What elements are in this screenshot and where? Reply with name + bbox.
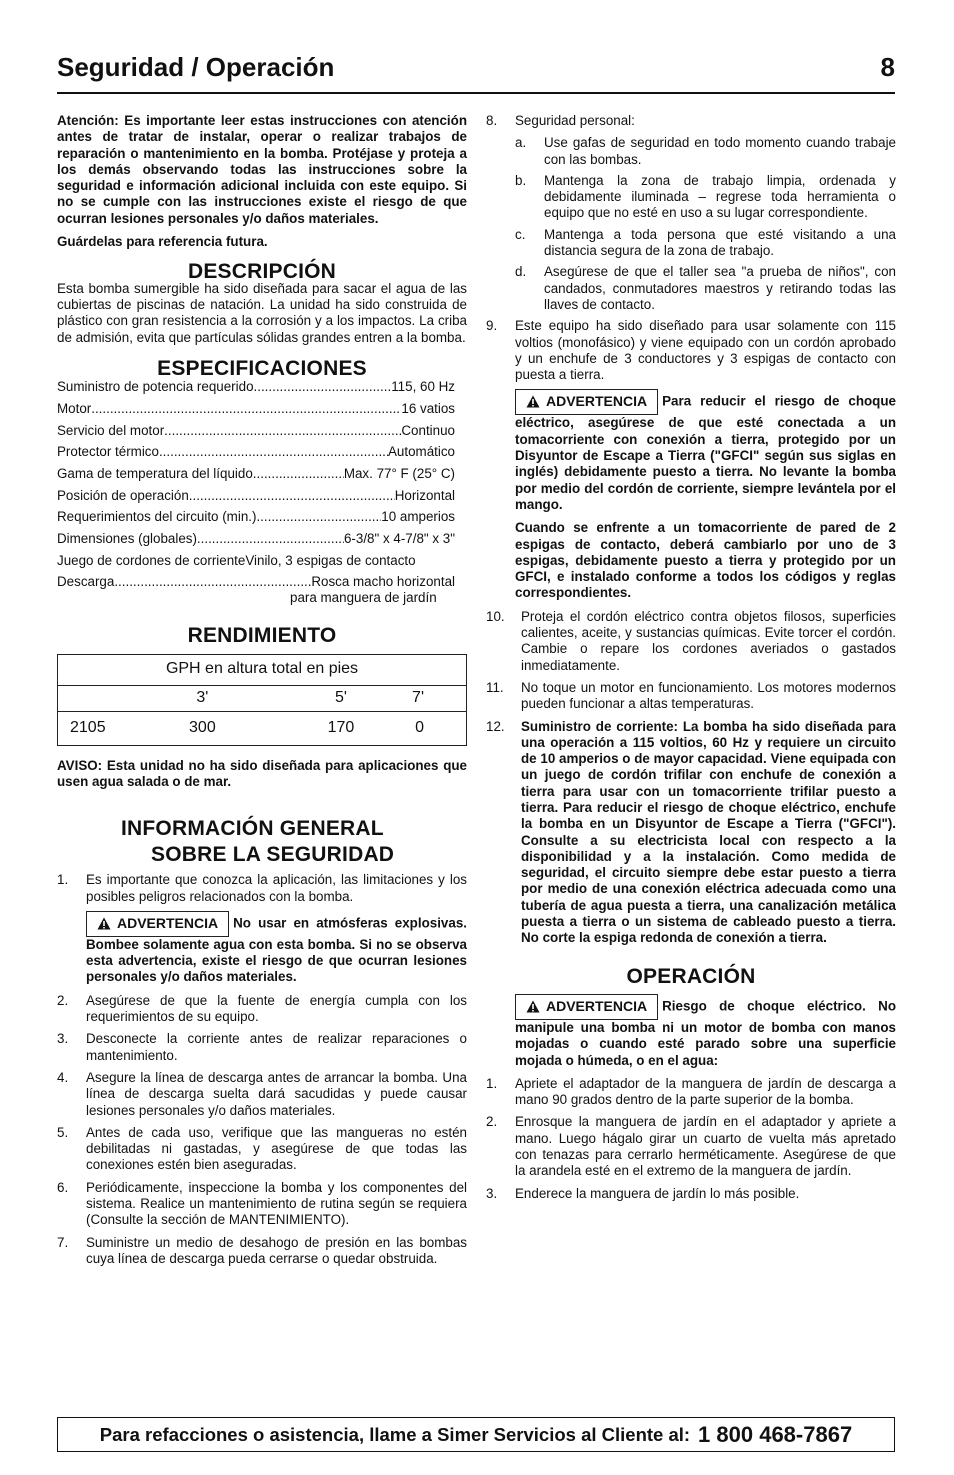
height-header: 7' [411,685,466,711]
footer-banner [57,1417,895,1452]
gph-cell: 0 [411,711,466,745]
height-header: 5' [334,688,347,706]
operacion-heading: OPERACIÓN [626,964,756,988]
keep-instructions: Guárdelas para referencia futura. [57,234,268,250]
list-item: 8. Seguridad personal: [486,113,635,128]
list-item: 9. Este equipo ha sido diseñado para usar solamente con 115 voltios (monofásico) y viene equipado con un cordón aprobado y un enchufe de 3 conductores y 3 espigas de contacto con puesta a tierra. [486,318,896,383]
left-column [57,113,467,1273]
warning-badge: ADVERTENCIA [515,389,658,415]
seguridad-heading: INFORMACIÓN GENERAL SOBRE LA SEGURIDAD [121,817,395,867]
warning-triangle-icon [526,395,540,408]
right-column [486,113,896,1208]
sub-list-item: d. Asegúrese de que el taller sea "a prueba de niños", con candados, conmutadores maestros y retirando todas las llaves de contacto. [515,264,896,312]
spec-list [57,379,455,606]
list-item: 2. Asegúrese de que la fuente de energía cumpla con los requerimientos de su equipo. [57,992,467,1025]
list-item: 10. Proteja el cordón eléctrico contra objetos filosos, superficies calientes, aceite, y sustancias químicas. Evite torcer el cordón. Cambie o repare los cordones averiados o gastados inmediatamente. [486,608,896,673]
list-item: 7. Suministre un medio de desahogo de presión en las bombas cuya línea de descarga pueda cerrarse o quedar obstruida. [57,1234,467,1266]
page-header [57,52,895,94]
footer-phone: 1 800 468-7867 [698,1421,853,1447]
warning-gfci: ADVERTENCIA Para reducir el riesgo de choque eléctrico, asegúrese de que esté conectada a un tomacorriente con conexión a tierra, protegido por un Disyuntor de Escape a Tierra ("GFCI" según sus siglas en inglés) debidamente puesto a tierra. No levante la bomba por medio del cordón de corriente, siempre levántela por el mango. [486,389,896,513]
sub-list-item: b. Mantenga la zona de trabajo limpia, ordenada y debidamente iluminada – regrese toda herramienta o equipo que no esté en uso a su lugar correspondiente. [515,172,896,221]
spec-cord-row: Juego de cordones de corrienteVinilo, 3 espigas de contacto [57,552,416,568]
list-item: 3. Enderece la manguera de jardín lo más posible. [486,1185,800,1201]
sub-list-item: a. Use gafas de seguridad en todo momento cuando trabaje con las bombas. [515,135,896,167]
list-item: 2. Enrosque la manguera de jardín en el adaptador y apriete a mano. Luego hágalo girar un cuarto de vuelta más apretado con tenazas para cerrarlo herméticamente. Asegúrese de que la arandela esté en el extremo de la manguera de jardín. [486,1114,896,1179]
spec-row: Protector térmico ..... Automático [57,444,455,460]
rendimiento-heading: RENDIMIENTO [187,624,337,648]
height-header: 3' [196,688,209,706]
descripcion-heading: DESCRIPCIÓN [187,260,337,284]
gph-cell: 170 [232,711,411,745]
list-item: 3. Desconecte la corriente antes de realizar reparaciones o mantenimiento. [57,1031,467,1063]
page-title: Seguridad / Operación [57,52,335,82]
list-item: 1. Es importante que conozca la aplicación, las limitaciones y los posibles peligros relacionados con la bomba. [57,872,467,904]
table-row [58,685,467,711]
performance-table-header: GPH en altura total en pies [58,654,467,685]
warning-badge: ADVERTENCIA [515,994,658,1020]
page-number: 8 [880,52,895,82]
spec-discharge-row-2: para manguera de jardín [290,590,437,606]
model-cell: 2105 [58,711,173,745]
warning-explosive: ADVERTENCIA No usar en atmósferas explosivas. Bombee solamente agua con esta bomba. Si no se observa esta advertencia, existe el riesgo de que ocurran lesiones personales y/o daños materiales. [57,911,467,986]
spec-row: Suministro de potencia requerido ..... 115, 60 Hz [57,379,455,395]
especificaciones-heading: ESPECIFICACIONES [157,356,367,380]
attention-paragraph: Atención: Es importante leer estas instrucciones con atención antes de tratar de instalar, operar o realizar trabajos de reparación o mantenimiento en la bomba. Protéjase y proteja a los demás observando todas las instrucciones sobre la seguridad e información adicional incluida con este equipo. Si no se cumple con las instrucciones existe el riesgo de que ocurran lesiones personales y/o daños materiales. [57,113,467,226]
list-item: 11. No toque un motor en funcionamiento. Los motores modernos pueden funcionar a altas temperaturas. [486,679,896,712]
list-item: 12. Suministro de corriente: La bomba ha sido diseñada para una operación a 115 voltios, 60 Hz y requiere un circuito de 10 amperios o de mayor capacidad. Viene equipada con un juego de cordón trifilar con enchufe de conexión a tierra para usar con un tomacorriente trifilar puesto a tierra. Para reducir el riesgo de choque eléctrico, enchufe la bomba en un Disyuntor de Escape a Tierra ("GFCI"). Consulte a su electricista local con respecto a la disponibilidad y a la instalación. Como medida de seguridad, el circuito siempre debe estar puesto a tierra por medio de una conexión eléctrica adecuada como una tubería de agua puesta a tierra, una canalización metálica puesta a tierra o un sistema de cableado puesto a tierra. No corte la espiga redonda de conexión a tierra. [486,718,896,946]
spec-row: Dimensiones (globales) ..... 6-3/8" x 4-7/8" x 3" [57,531,455,547]
list-item: 1. Apriete el adaptador de la manguera de jardín de descarga a mano 90 grados dentro de la parte superior de la bomba. [486,1075,896,1108]
spec-discharge-row: Descarga ..... Rosca macho horizontal [57,574,455,590]
warning-triangle-icon [526,1000,540,1013]
spec-row: Motor ..... 16 vatios [57,401,455,417]
sub-list-item: c. Mantenga a toda persona que esté visitando a una distancia segura de la zona de trabajo. [515,226,896,259]
spec-row: Servicio del motor ..... Continuo [57,423,455,439]
warning-triangle-icon [97,917,111,930]
list-item: 6. Periódicamente, inspeccione la bomba y los componentes del sistema. Realice un mantenimiento de rutina según se requiera (Consulte la sección de MANTENIMIENTO). [57,1179,467,1228]
descripcion-text: Esta bomba sumergible ha sido diseñada para sacar el agua de las cubiertas de piscinas de natación. La unidad ha sido construida de plástico con gran resistencia a la corrosión y a los impactos. La criba de admisión, evita que partículas sólidas grandes entren a la bomba. [57,280,467,345]
performance-table [57,654,467,746]
table-row [58,711,467,745]
spec-row: Gama de temperatura del líquido ..... Max. 77° F (25° C) [57,466,455,482]
outlet-note: Cuando se enfrente a un tomacorriente de pared de 2 espigas de contacto, deberá cambiarlo por uno de 3 espigas, debidamente puesto a tierra y protegido por un GFCI, e instalado conforme a todos los códigos y reglas correspondientes. [515,520,896,601]
list-item: 5. Antes de cada uso, verifique que las mangueras no estén debilitadas ni gastadas, y asegúrese de que todas las conexiones estén bien aseguradas. [57,1124,467,1173]
warning-badge: ADVERTENCIA [86,911,229,937]
gph-cell: 300 [173,711,232,745]
warning-shock: ADVERTENCIA Riesgo de choque eléctrico. No manipule una bomba ni un motor de bomba con manos mojadas o cuando esté parado sobre una superficie mojada o húmeda, o en el agua: [486,994,896,1069]
saltwater-notice: AVISO: Esta unidad no ha sido diseñada para aplicaciones que usen agua salada o de mar. [57,757,467,789]
list-item: 4. Asegure la línea de descarga antes de arrancar la bomba. Una línea de descarga suelta dará sacudidas y puede causar lesiones personales y/o daños materiales. [57,1069,467,1118]
spec-row: Posición de operación ..... Horizontal [57,488,455,504]
footer-text: Para refacciones o asistencia, llame a Simer Servicios al Cliente al: [99,1423,691,1445]
spec-row: Requerimientos del circuito (min.) ..... 10 amperios [57,509,455,525]
